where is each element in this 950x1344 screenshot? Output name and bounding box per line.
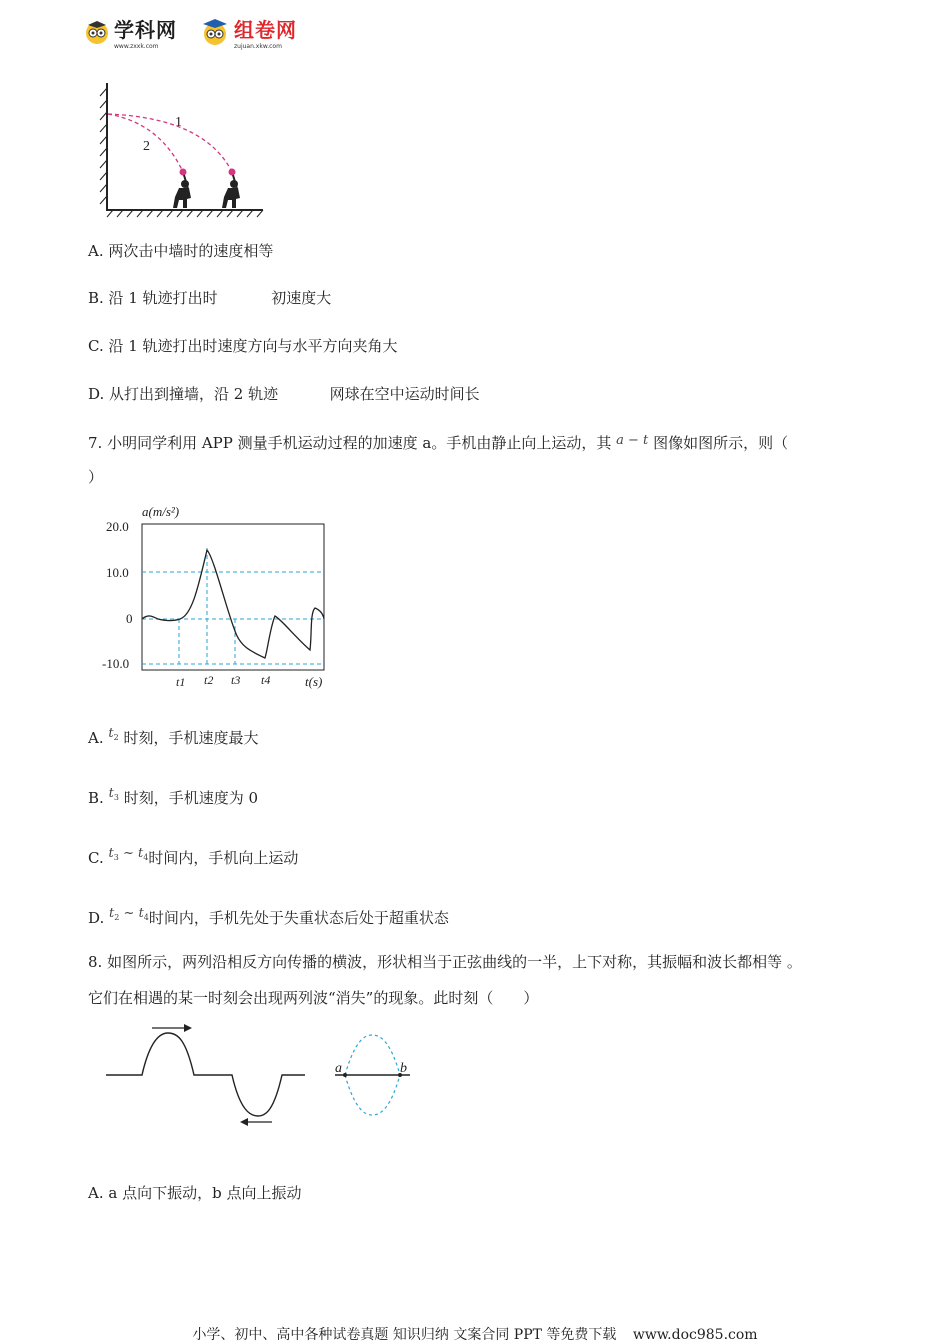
y-tick-10: 10.0 [106, 565, 129, 580]
q6-option-b-post: 初速度大 [271, 289, 332, 307]
zxxk-logo [84, 14, 177, 50]
dashed-trough [345, 1075, 400, 1115]
player-1 [222, 175, 240, 208]
q7-option-d-sym: $t_2$ ~ $t_4$ [109, 906, 149, 922]
x-axis-label: t(s) [305, 674, 323, 689]
q7-option-c-sym: $t_3$ ~ $t_4$ [108, 846, 149, 862]
q7-option-b-prefix: B. [88, 789, 104, 807]
arrow-left-icon [240, 1118, 272, 1126]
label-2: 2 [143, 139, 150, 154]
wall-hatch [100, 88, 107, 204]
logo2-text: 组卷网 [234, 18, 297, 42]
footer-text: 小学、初中、高中各种试卷真题 知识归纳 文案合同 PPT 等免费下载 [192, 1327, 617, 1343]
y-tick-20: 20.0 [106, 519, 129, 534]
owl-graduate-icon [200, 17, 230, 47]
logo1-sub: www.zxxk.com [114, 43, 159, 50]
q6-option-b [88, 288, 331, 308]
arrow-right-icon [152, 1024, 192, 1032]
x-tick-t2: t2 [204, 673, 214, 687]
q7-option-a-text: 时刻，手机速度最大 [123, 729, 259, 747]
q6-option-c: C. 沿 1 轨迹打出时速度方向与水平方向夹角大 [88, 337, 398, 355]
q7-option-b-text: 时刻，手机速度为 0 [123, 789, 258, 807]
ball-2 [180, 169, 187, 176]
q6-option-b-pre: B. 沿 1 轨迹打出时 [88, 289, 218, 307]
label-b: b [400, 1061, 407, 1076]
q8-stem-line2: 它们在相遇的某一时刻会出现两列波“消失”的现象。此时刻（ ） [88, 989, 539, 1007]
logo1-text: 学科网 [114, 18, 177, 42]
y-axis-label: a(m/s²) [142, 504, 180, 519]
plot-frame [142, 524, 324, 670]
q6-option-d-post: 网球在空中运动时间长 [329, 385, 480, 403]
q7-stem-math: a − t [616, 433, 649, 448]
q8-stem-line1: 8. 如图所示，两列沿相反方向传播的横波，形状相当于正弦曲线的一半，上下对称，其振幅和波长都相等 。 [88, 953, 802, 971]
q7-stem-post: 图像如图所示，则（ [653, 434, 789, 452]
q7-option-b-sym: $t_3$ [108, 786, 119, 802]
x-tick-t1: t1 [176, 675, 186, 689]
footer [0, 1324, 950, 1344]
q6-option-d-pre: D. 从打出到撞墙，沿 2 轨迹 [88, 385, 279, 403]
q7-option-a [88, 724, 259, 748]
a-t-chart [100, 498, 340, 693]
zujuan-logo [200, 14, 297, 50]
q6-option-a: A. 两次击中墙时的速度相等 [88, 242, 274, 260]
q6-option-d [88, 384, 480, 404]
ground-hatch [107, 210, 263, 217]
q7-option-c-text: 时间内，手机向上运动 [148, 849, 299, 867]
q7-option-a-prefix: A. [88, 729, 104, 747]
label-a: a [335, 1061, 342, 1076]
a-t-curve [142, 550, 324, 658]
owl-icon [84, 19, 110, 45]
two-waves [106, 1033, 305, 1116]
q7-option-b [88, 784, 258, 808]
y-tick-0: 0 [126, 611, 133, 626]
q7-option-d-prefix: D. [88, 909, 105, 927]
q7-stem-pre: 7. 小明同学利用 APP 测量手机运动过程的加速度 a。手机由静止向上运动，其 [88, 434, 612, 452]
q7-option-a-sym: $t_2$ [108, 726, 119, 742]
q7-option-c [88, 844, 298, 868]
point-a [343, 1073, 347, 1077]
footer-url[interactable]: www.doc985.com [632, 1327, 758, 1343]
logo2-sub: zujuan.xkw.com [234, 43, 282, 50]
trajectory-1 [108, 114, 232, 172]
q7-option-d-text: 时间内，手机先处于失重状态后处于超重状态 [148, 909, 449, 927]
ball-1 [229, 169, 236, 176]
q7-option-c-prefix: C. [88, 849, 104, 867]
x-tick-t3: t3 [231, 673, 241, 687]
x-tick-t4: t4 [261, 673, 271, 687]
q7-stem [88, 431, 788, 453]
dashed-crest [345, 1035, 400, 1075]
q8-option-a: A. a 点向下振动，b 点向上振动 [88, 1184, 302, 1202]
q8-wave-figure [100, 1020, 420, 1130]
y-tick-neg10: -10.0 [102, 656, 130, 671]
q6-figure [95, 78, 270, 218]
q7-stem-line2: ） [88, 468, 104, 486]
label-1: 1 [175, 115, 182, 130]
grid-lines [142, 548, 324, 664]
q7-option-d [88, 904, 449, 928]
player-2 [173, 175, 191, 208]
